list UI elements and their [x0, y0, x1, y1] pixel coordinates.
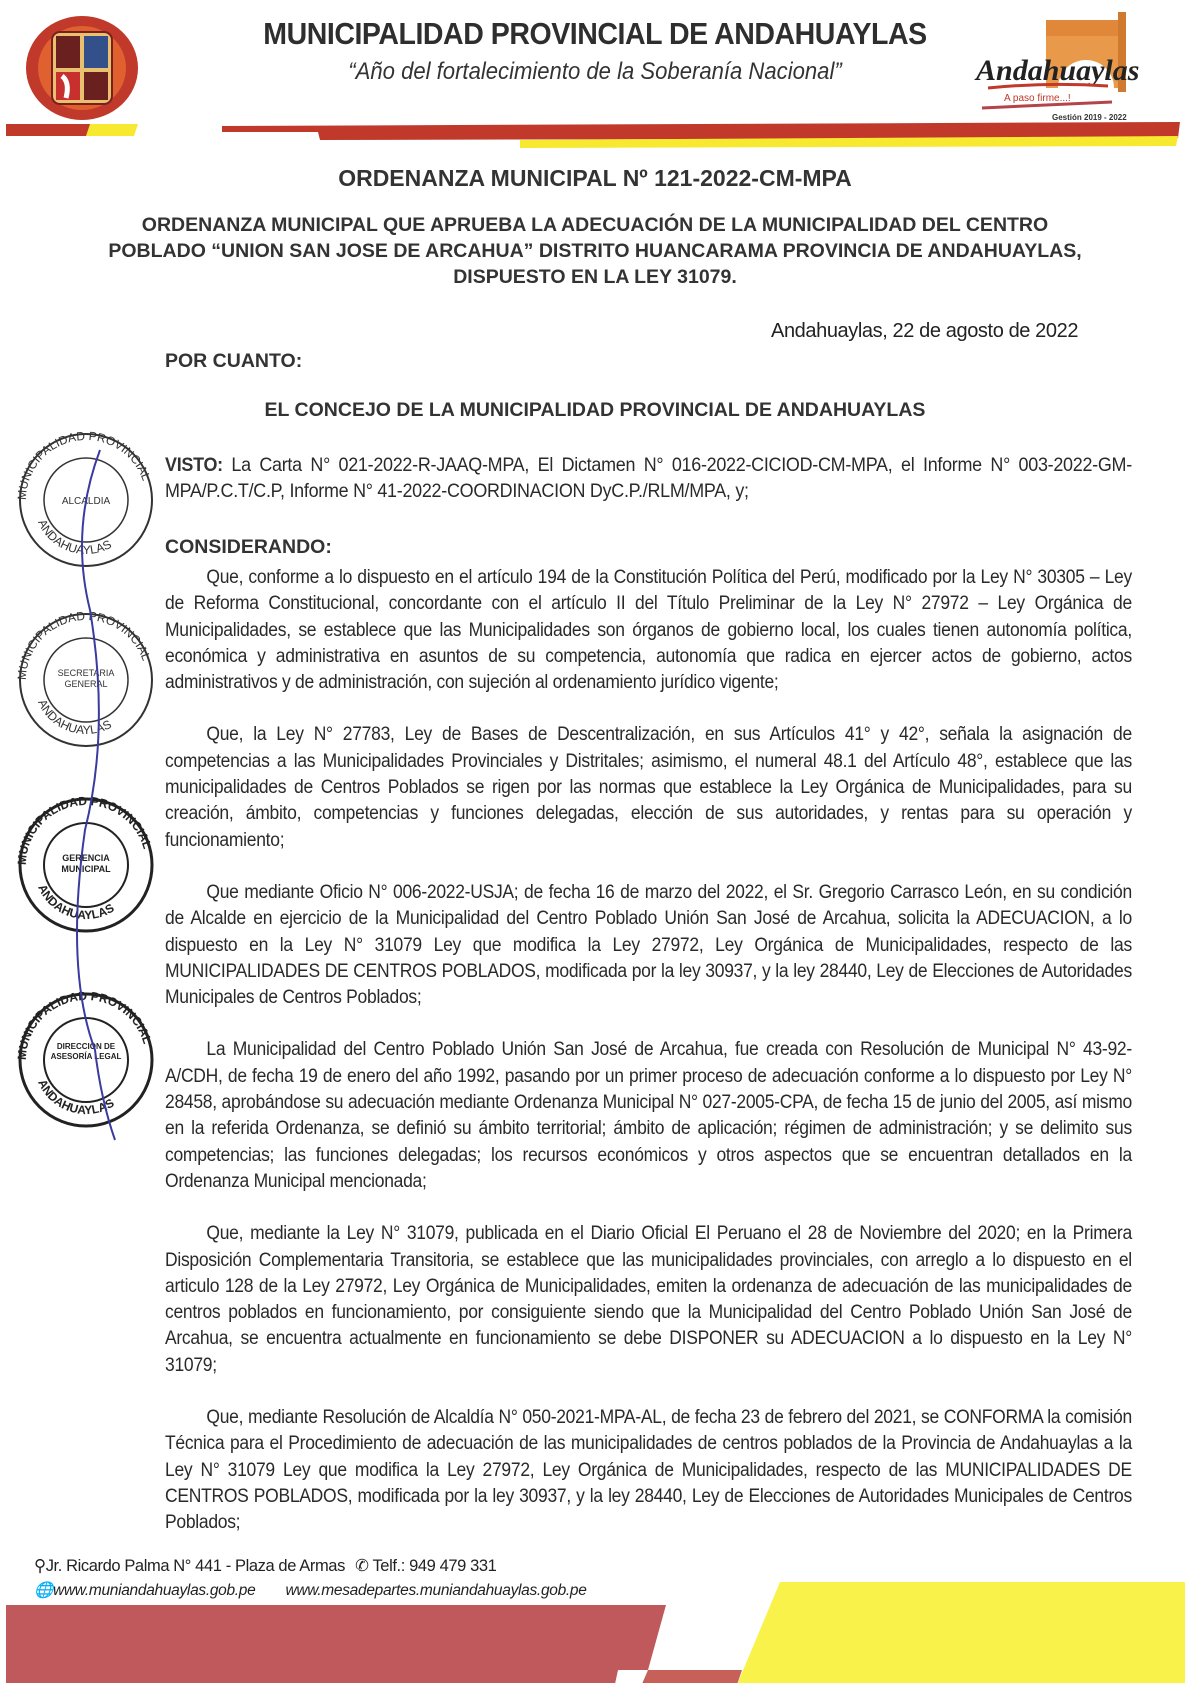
stamp-top-text: MUNICIPALIDAD PROVINCIAL — [14, 608, 154, 681]
svg-text:ANDAHUAYLAS — [35, 517, 113, 557]
stamp-top-text: MUNICIPALIDAD PROVINCIAL — [14, 988, 155, 1061]
footer-phone: Telf.: 949 479 331 — [372, 1557, 497, 1575]
subtitle-line: DISPUESTO EN LA LEY 31079. — [453, 266, 737, 288]
footer-address: Jr. Ricardo Palma N° 441 - Plaza de Armas — [45, 1557, 345, 1575]
location-pin-icon: ⚲ — [34, 1557, 46, 1575]
stamp-bottom-text: ANDAHUAYLAS — [35, 881, 117, 923]
svg-text:ANDAHUAYLAS — [35, 697, 113, 737]
paragraph: Que, la Ley N° 27783, Ley de Bases de Descentralización, en sus Artículos 41° y 42°, señala la asignación de competencias a las Municipalidades Provinciales y Distritales; asimismo, el numeral 48.1 del Artículo 48°, establece que las municipalidades de Centros Poblados se rigen por las normas que establece la Ley Orgánica de Municipalidades, para su creación, ámbito, competencias y funciones delegadas, elección de sus autoridades, y rentas para su operación y funcionamiento; — [165, 724, 1132, 851]
header-color-band — [0, 122, 1190, 154]
subtitle-line: ORDENANZA MUNICIPAL QUE APRUEBA LA ADECUACIÓN DE LA MUNICIPALIDAD DEL CENTRO — [141, 214, 1049, 236]
stamp-middle-text: DIRECCIÓN DE ASESORÍA LEGAL — [50, 1042, 122, 1061]
official-stamps — [14, 430, 164, 1150]
stamp-middle-text: ALCALDIA — [61, 496, 111, 507]
stamp-bottom-text: ANDAHUAYLAS — [35, 697, 114, 738]
brand-term: Gestión 2019 - 2022 — [1052, 113, 1127, 122]
stamp-middle-text: SECRETARIA GENERAL — [57, 668, 115, 689]
paragraph: Que, mediante la Ley N° 31079, publicada en el Diario Oficial El Peruano el 28 de Noviembre del 2020; en la Primera Disposición Complementaria Transitoria, se establece que las municipalidades provinciales, con arreglo a lo dispuesto en el articulo 128 de la Ley 27972, Ley Orgánica de Municipalidades, emiten la ordenanza de adecuación de las municipalidades de centros poblados en funcionamiento, por consiguiente siendo que la Municipalidad del Centro Poblado Unión San José de Arcahua, se encuentra actualmente en funcionamiento se debe DISPONER su ADECUACION a lo dispuesto en la Ley N° 31079; — [165, 1223, 1132, 1376]
footer-website[interactable]: www.muniandahuaylas.gob.pe — [53, 1582, 256, 1599]
concejo-heading: EL CONCEJO DE LA MUNICIPALIDAD PROVINCIAL DE ANDAHUAYLAS — [264, 399, 926, 421]
stamp-bottom-text: ANDAHUAYLAS — [35, 517, 114, 558]
por-cuanto-heading: POR CUANTO: — [165, 350, 303, 372]
andahuaylas-brand-logo — [968, 8, 1148, 126]
paragraph: Que, mediante Resolución de Alcaldía N° 050-2021-MPA-AL, de fecha 23 de febrero del 2021, se CONFORMA la comisión Técnica para el Procedimiento de adecuación de las municipalidades de centros poblados de la Provincia de Andahuaylas a la Ley N° 31079 Ley que modifica la Ley 27972, Ley Orgánica de Municipalidades, respecto de las MUNICIPALIDADES DE CENTROS POBLADOS, modificada por la ley 30937, y la ley 28440, Ley de Elecciones de Autoridades Municipales de Centros Poblados; — [165, 1407, 1132, 1534]
header-title: MUNICIPALIDAD PROVINCIAL DE ANDAHUAYLAS — [263, 16, 927, 51]
footer-mesa-partes[interactable]: www.mesadepartes.muniandahuaylas.gob.pe — [285, 1582, 587, 1599]
stamp-middle-text: GERENCIA MUNICIPAL — [61, 853, 111, 874]
brand-name: Andahuaylas — [976, 54, 1140, 87]
considerando-paragraphs — [165, 565, 1132, 1563]
stamp-gerencia-municipal — [15, 794, 155, 931]
phone-icon: ✆ — [355, 1557, 369, 1575]
ordinance-number: ORDENANZA MUNICIPAL Nº 121-2022-CM-MPA — [338, 165, 852, 191]
visto-label: VISTO: — [165, 454, 223, 476]
ordinance-subtitle — [0, 212, 1190, 290]
subtitle-line: POBLADO “UNION SAN JOSE DE ARCAHUA” DISTRITO HUANCARAMA PROVINCIA DE ANDAHUAYLAS, — [108, 240, 1082, 262]
paragraph: Que, conforme a lo dispuesto en el artículo 194 de la Constitución Política del Perú, modificado por la Ley N° 30305 – Ley de Reforma Constitucional, concordante con el artículo II del Título Preliminar de la Ley N° 27972 – Ley Orgánica de Municipalidades, se establece que las Municipalidades son órganos de gobierno local, los cuales tienen autonomía política, económica y administrativa en asuntos de su competencia, autonomía que radica en ejercer actos de gobierno, actos administrativos y de administración, con sujeción al ordenamiento jurídico vigente; — [165, 567, 1132, 694]
paragraph: La Municipalidad del Centro Poblado Unión San José de Arcahua, fue creada con Resolución de Municipal N° 43-92-A/CDH, de fecha 19 de enero del año 1992, pasando por un primer proceso de adecuación conforme a lo dispuesto por Ley N° 28458, aprobándose su adecuación mediante Ordenanza Municipal N° 027-2005-CPA, de fecha 15 de junio del 2005, así mismo en la referida Ordenanza, se definió su ámbito territorial; ámbito de aplicación; régimen de administración; y se delimito sus competencias; las funciones delegadas; los recursos económicos y otros aspectos que se encuentran detallados en la Ordenanza Municipal mencionada; — [165, 1039, 1132, 1192]
stamp-bottom-text: ANDAHUAYLAS — [35, 1076, 117, 1118]
stamp-top-text: MUNICIPALIDAD PROVINCIAL — [14, 430, 154, 501]
header-motto: “Año del fortalecimiento de la Soberanía Nacional” — [348, 58, 842, 85]
stamp-top-text: MUNICIPALIDAD PROVINCIAL — [14, 793, 155, 866]
stamp-secretaria-general — [15, 609, 154, 746]
visto-text: La Carta N° 021-2022-R-JAAQ-MPA, El Dictamen N° 016-2022-CICIOD-CM-MPA, el Informe N° 003-2022-GM-MPA/P.C.T/C.P, Informe N° 41-2022-COORDINACION DyC.P./RLM/MPA, y; — [165, 454, 1132, 503]
visto-paragraph — [165, 452, 1132, 505]
globe-icon: 🌐 — [34, 1582, 53, 1599]
svg-text:MUNICIPALIDAD PROVINCIAL — [15, 430, 154, 500]
stamp-alcaldia — [15, 430, 154, 566]
paragraph: Que mediante Oficio N° 006-2022-USJA; de fecha 16 de marzo del 2022, el Sr. Gregorio Carrasco León, en su condición de Alcalde en ejercicio de la Municipalidad del Centro Poblado Unión San José de Arcahua, solicita la ADECUACION, a lo dispuesto en la Ley N° 31079 Ley que modifica la Ley 27972, Ley Orgánica de Municipalidades, respecto de las MUNICIPALIDADES DE CENTROS POBLADOS, modificada por la ley 30937, y la ley 28440, Ley de Elecciones de Autoridades Municipales de Centros Poblados; — [165, 881, 1132, 1009]
brand-slogan: A paso firme...! — [1004, 93, 1071, 104]
considerando-heading: CONSIDERANDO: — [165, 536, 332, 558]
place-date: Andahuaylas, 22 de agosto de 2022 — [771, 320, 1079, 342]
footer-color-band — [0, 1560, 1190, 1683]
